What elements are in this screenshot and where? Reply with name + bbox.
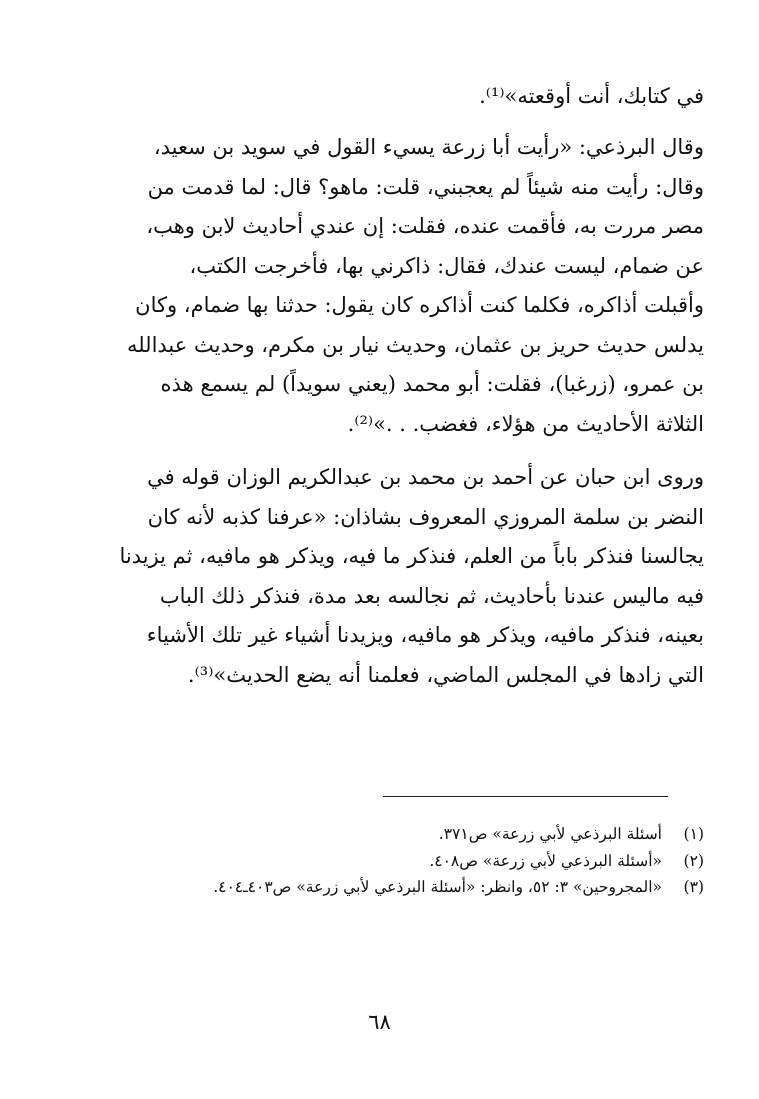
text-line: التي زادها في المجلس الماضي، فعلمنا أنه يضع الحديث»⁽³⁾. [187, 662, 704, 687]
text-line: النضر بن سلمة المروزي المعروف بشاذان: «عرفنا كذبه لأنه كان [147, 504, 704, 529]
text-line: يدلس حديث حريز بن عثمان، وحديث نيار بن مكرم، وحديث عبدالله [126, 332, 704, 357]
paragraph-1 [54, 77, 704, 117]
text-line: يجالسنا فنذكر باباً من العلم، فنذكر ما فيه، ويذكر هو مافيه، ثم يزيدنا [119, 544, 704, 568]
text-line: مصر مررت به، فأقمت عنده، فقلت: إن عندي أحاديث لابن وهب، [146, 214, 704, 238]
footnote-text [54, 927, 704, 954]
text-line: وأقبلت أذاكره، فكلما كنت أذاكره كان يقول: حدثنا بها ضمام، وكان [135, 293, 704, 317]
text-line: بن عمرو، (زرغبا)، فقلت: أبو محمد (يعني سويداً) لم يسمع هذه [160, 372, 704, 396]
footnotes [54, 821, 704, 980]
footnote-number: (١) [683, 825, 704, 843]
footnote-number: (٢) [683, 851, 704, 870]
text-line: وقال: رأيت منه شيئاً لم يعجبني، قلت: ماهو؟ قال: لما قدمت من [147, 174, 704, 199]
footnote-text: «أسئلة البرذعي لأبي زرعة» ص٤٠٨. [429, 851, 662, 870]
footnote-separator [383, 796, 668, 797]
footnote-text: أسئلة البرذعي لأبي زرعة» ص٣٧١. [438, 825, 662, 843]
footnote-text [54, 901, 704, 928]
text-line: وروى ابن حبان عن أحمد بن محمد بن عبدالكريم الوزان قوله في [147, 465, 704, 489]
footnote-text: «المجروحين» ٣: ٥٢، وانظر: «أسئلة البرذعي لأبي زرعة» ص٤٠٣ـ٤٠٤. [213, 878, 662, 896]
footnote-1 [54, 821, 704, 848]
text-line: بعينه، فنذكر مافيه، ويذكر هو مافيه، ويزيدنا أشياء غير تلك الأشياء [146, 623, 704, 647]
text-line: الثلاثة الأحاديث من هؤلاء، فغضب. . .»⁽²⁾. [347, 411, 704, 436]
footnote-2 [54, 848, 704, 875]
footnote-text [54, 954, 704, 981]
page-number: ٦٨ [368, 1010, 391, 1034]
footnote-number: (٣) [683, 878, 704, 896]
text-line: عن ضمام، ليست عندك، فقال: ذاكرني بها، فأخرجت الكتب، [189, 253, 704, 278]
paragraph-3 [54, 458, 704, 695]
text-line: في كتابك، أنت أوقعته»⁽¹⁾. [479, 84, 704, 108]
text-line: فيه ماليس عندنا بأحاديث، ثم نجالسه بعد مدة، فنذكر ذلك الباب [159, 583, 704, 608]
paragraph-2 [54, 128, 704, 444]
footnote-3 [54, 874, 704, 901]
text-line: وقال البرذعي: «رأيت أبا زرعة يسيء القول في سويد بن سعيد، [153, 135, 704, 159]
